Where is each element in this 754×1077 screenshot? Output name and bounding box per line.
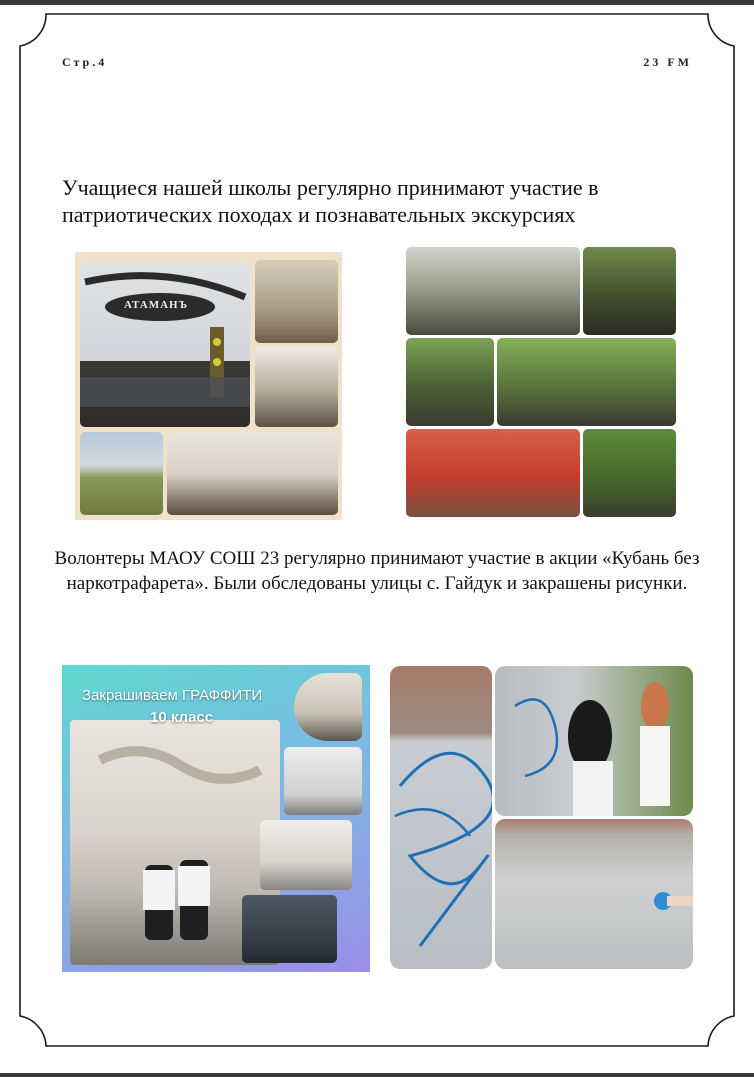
poster-class-label: 10 класс: [150, 709, 214, 726]
page-number: Стр.4: [62, 55, 108, 69]
forest-group-photo-1: [406, 247, 580, 335]
volunteer-paragraph: Волонтеры МАОУ СОШ 23 регулярно принимают участие в акции «Кубань без наркотрафарета». Были обследованы улицы с. Гайдук и закрашены рисунки.: [54, 548, 700, 594]
hiking-collage: [406, 247, 676, 517]
hill-group-photo: [80, 432, 163, 515]
poster-thumb-1: [294, 673, 362, 741]
forest-group-photo-2: [583, 247, 676, 335]
museum-hall-photo: [167, 432, 338, 515]
painting-collage: [390, 666, 693, 969]
painted-wall-photo: [495, 819, 693, 969]
trail-group-photo-2: [497, 338, 676, 426]
gate-sign-text: АТАМАНЪ: [124, 299, 189, 311]
section-heading: Учащиеся нашей школы регулярно принимают участие в патриотических походах и познавательных экскурсиях: [62, 175, 599, 227]
newspaper-name: 23 FM: [643, 55, 692, 69]
poster-thumb-2: [284, 747, 362, 815]
poster-thumb-3: [260, 820, 352, 890]
path-group-photo: [583, 429, 676, 517]
trail-group-photo-1: [406, 338, 494, 426]
gate-illustration: [80, 262, 250, 427]
blue-graffiti-wall-photo: [390, 666, 492, 969]
excursion-collage: [75, 252, 342, 520]
poster-thumb-4: [242, 895, 337, 963]
atamanj-gate-photo: [80, 262, 250, 427]
painting-scene: [495, 666, 693, 816]
blue-glove: [495, 819, 693, 969]
blue-scribble: [390, 666, 492, 969]
classroom-photo: [255, 347, 338, 427]
red-forest-photo: [406, 429, 580, 517]
bottom-edge-bar: [0, 1073, 754, 1077]
poster-title: Закрашиваем ГРАФФИТИ: [82, 687, 263, 704]
girls-painting-photo: [495, 666, 693, 816]
graffiti-poster: [62, 665, 370, 972]
museum-room-photo: [255, 260, 338, 343]
